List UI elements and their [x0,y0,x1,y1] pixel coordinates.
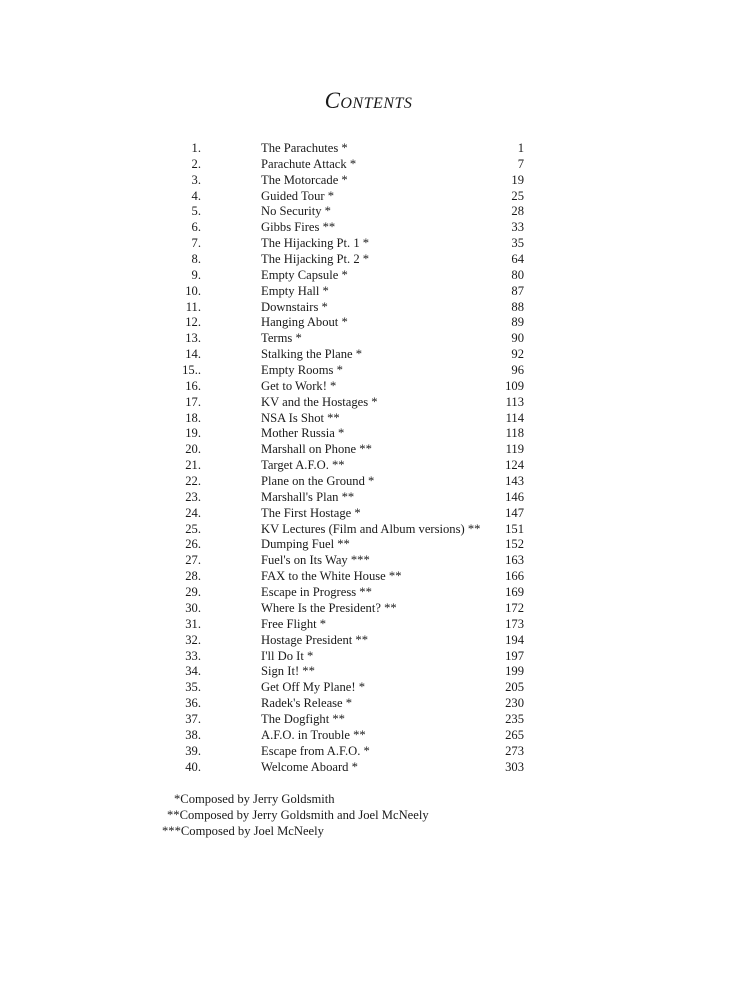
toc-entry [0,220,737,236]
entry-page-number: 88 [511,299,524,314]
toc-entry [0,728,737,744]
entry-page-number: 118 [505,426,524,441]
entry-page-number: 33 [511,220,524,235]
entry-number: 40. [185,759,201,774]
toc-entry [0,760,737,776]
toc-entry [0,696,737,712]
toc-entry [0,204,737,220]
entry-page-number: 25 [511,188,524,203]
entry-title: The Parachutes * [261,141,348,155]
toc-entry [0,664,737,680]
entry-page-number: 64 [511,252,524,267]
entry-number: 9. [191,267,201,282]
toc-entry [0,585,737,601]
entry-page-number: 87 [511,283,524,298]
entry-title: KV and the Hostages * [261,394,378,409]
note-single-asterisk: *Composed by Jerry Goldsmith [174,792,335,806]
entry-page-number: 113 [505,394,524,409]
contents-list [0,141,737,775]
entry-title: A.F.O. in Trouble ** [261,727,366,742]
entry-number: 14. [185,347,201,362]
entry-page-number: 80 [511,267,524,282]
entry-number: 1. [191,141,201,155]
entry-page-number: 273 [505,743,524,758]
entry-number: 2. [191,156,201,171]
entry-title: Welcome Aboard * [261,759,358,774]
entry-title: Fuel's on Its Way *** [261,553,370,568]
entry-title: The Dogfight ** [261,711,345,726]
entry-number: 34. [185,664,201,679]
entry-number: 5. [191,204,201,219]
entry-title: Marshall's Plan ** [261,489,355,504]
entry-number: 8. [191,252,201,267]
entry-page-number: 7 [517,156,524,171]
entry-page-number: 169 [505,585,524,600]
entry-title: Hostage President ** [261,632,369,647]
toc-entry [0,490,737,506]
entry-title: I'll Do It * [261,648,314,663]
entry-title: The Hijacking Pt. 2 * [261,252,370,267]
entry-page-number: 230 [505,696,524,711]
entry-title: FAX to the White House ** [261,569,402,584]
entry-page-number: 172 [505,600,524,615]
entry-title: Guided Tour * [261,188,335,203]
entry-number: 25. [185,521,201,536]
entry-title: Parachute Attack * [261,156,357,171]
entry-page-number: 151 [505,521,524,536]
entry-title: The Hijacking Pt. 1 * [261,236,370,251]
entry-title: Target A.F.O. ** [261,458,345,473]
toc-entry [0,268,737,284]
entry-number: 28. [185,569,201,584]
toc-entry [0,537,737,553]
entry-number: 39. [185,743,201,758]
entry-page-number: 114 [505,410,524,425]
entry-page-number: 199 [505,664,524,679]
toc-entry [0,252,737,268]
toc-entry [0,236,737,252]
entry-title: Empty Capsule * [261,267,348,282]
entry-page-number: 96 [511,363,524,378]
toc-entry [0,633,737,649]
entry-number: 27. [185,553,201,568]
note-triple-asterisk: ***Composed by Joel McNeely [162,824,324,838]
entry-number: 19. [185,426,201,441]
entry-page-number: 235 [505,711,524,726]
entry-number: 36. [185,696,201,711]
entry-number: 15.. [182,363,201,378]
entry-number: 3. [191,172,201,187]
entry-page-number: 1 [517,141,524,155]
toc-entry [0,601,737,617]
entry-page-number: 109 [505,378,524,393]
toc-entry [0,173,737,189]
note-double-asterisk: **Composed by Jerry Goldsmith and Joel McNeely [167,808,429,822]
entry-title: Get Off My Plane! * [261,680,365,695]
toc-entry [0,458,737,474]
entry-title: Get to Work! * [261,378,337,393]
entry-title: No Security * [261,204,331,219]
toc-entry [0,347,737,363]
entry-number: 30. [185,600,201,615]
entry-page-number: 173 [505,616,524,631]
entry-number: 20. [185,442,201,457]
entry-page-number: 163 [505,553,524,568]
entry-title: Free Flight * [261,616,327,631]
entry-page-number: 19 [511,172,524,187]
entry-page-number: 146 [505,489,524,504]
entry-page-number: 89 [511,315,524,330]
entry-number: 23. [185,489,201,504]
entry-number: 18. [185,410,201,425]
toc-entry [0,331,737,347]
entry-number: 10. [185,283,201,298]
entry-page-number: 265 [505,727,524,742]
entry-page-number: 303 [505,759,524,774]
entry-title: Plane on the Ground * [261,474,375,489]
entry-page-number: 90 [511,331,524,346]
entry-page-number: 166 [505,569,524,584]
toc-entry [0,284,737,300]
entry-page-number: 119 [505,442,524,457]
entry-page-number: 124 [505,458,524,473]
toc-entry [0,522,737,538]
entry-title: Escape from A.F.O. * [261,743,370,758]
entry-title: Dumping Fuel ** [261,537,350,552]
entry-page-number: 152 [505,537,524,552]
composer-notes [0,791,737,839]
page-title: Contents [324,88,413,113]
toc-entry [0,157,737,173]
toc-entry [0,680,737,696]
entry-title: Stalking the Plane * [261,347,363,362]
entry-number: 29. [185,585,201,600]
entry-number: 7. [191,236,201,251]
toc-entry [0,442,737,458]
entry-page-number: 143 [505,474,524,489]
entry-number: 31. [185,616,201,631]
entry-number: 33. [185,648,201,663]
toc-entry [0,506,737,522]
entry-number: 4. [191,188,201,203]
entry-number: 22. [185,474,201,489]
toc-entry [0,189,737,205]
entry-number: 12. [185,315,201,330]
entry-title: Downstairs * [261,299,328,314]
toc-entry [0,474,737,490]
entry-title: Radek's Release * [261,696,353,711]
entry-title: NSA Is Shot ** [261,410,340,425]
toc-entry [0,649,737,665]
entry-title: Escape in Progress ** [261,585,372,600]
entry-number: 13. [185,331,201,346]
entry-number: 24. [185,505,201,520]
entry-page-number: 35 [511,236,524,251]
entry-number: 21. [185,458,201,473]
entry-page-number: 197 [505,648,524,663]
toc-entry [0,411,737,427]
toc-entry [0,744,737,760]
toc-entry [0,712,737,728]
toc-entry [0,395,737,411]
toc-entry [0,300,737,316]
entry-number: 6. [191,220,201,235]
entry-number: 32. [185,632,201,647]
entry-title: The Motorcade * [261,172,348,187]
entry-title: Hanging About * [261,315,348,330]
entry-title: Marshall on Phone ** [261,442,372,457]
toc-entry [0,363,737,379]
entry-number: 38. [185,727,201,742]
toc-entry [0,141,737,157]
entry-number: 35. [185,680,201,695]
toc-entry [0,379,737,395]
entry-title: Empty Rooms * [261,363,343,378]
entry-page-number: 92 [511,347,524,362]
entry-page-number: 28 [511,204,524,219]
toc-entry [0,426,737,442]
entry-number: 16. [185,378,201,393]
toc-entry [0,569,737,585]
entry-number: 37. [185,711,201,726]
toc-entry [0,553,737,569]
entry-page-number: 194 [505,632,524,647]
entry-title: Gibbs Fires ** [261,220,336,235]
entry-title: Where Is the President? ** [261,600,397,615]
entry-title: Mother Russia * [261,426,345,441]
entry-number: 26. [185,537,201,552]
entry-title: Terms * [261,331,302,346]
toc-entry [0,315,737,331]
entry-title: Empty Hall * [261,283,329,298]
entry-title: Sign It! ** [261,664,315,679]
entry-number: 17. [185,394,201,409]
entry-number: 11. [185,299,201,314]
entry-title: The First Hostage * [261,505,361,520]
toc-entry [0,617,737,633]
entry-page-number: 147 [505,505,524,520]
entry-title: KV Lectures (Film and Album versions) ** [261,521,481,536]
entry-page-number: 205 [505,680,524,695]
